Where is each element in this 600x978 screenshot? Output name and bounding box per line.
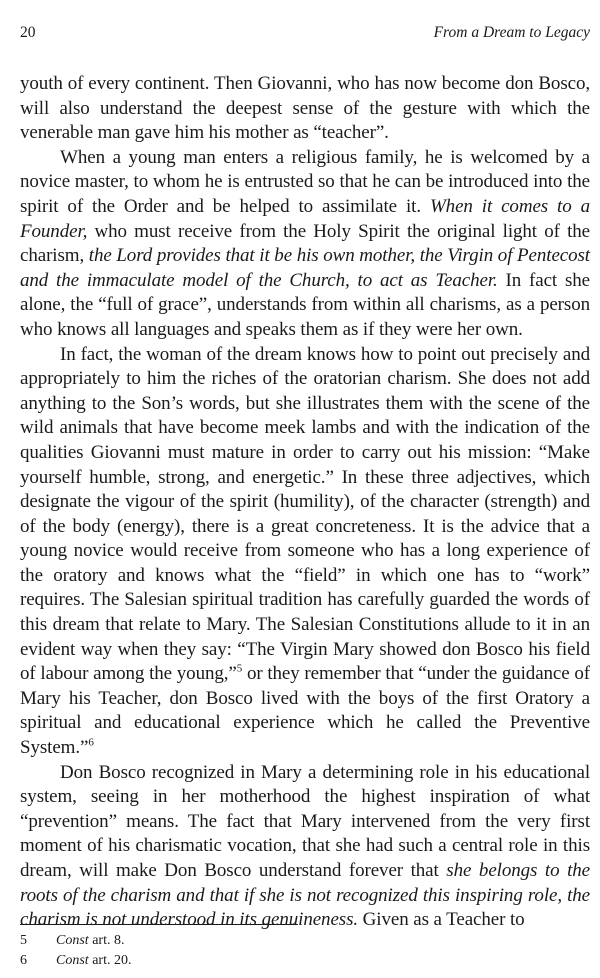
footnote [20, 951, 131, 971]
footnotes [20, 931, 131, 971]
paragraph [20, 72, 590, 146]
footnote-text [56, 931, 124, 951]
text-segment: Given as a Teacher to [358, 909, 525, 931]
text-segment: In fact she alone, the “full of grace”, understands from within all charisms, as a person who knows all languages and speaks them as if they were her own. [20, 269, 590, 340]
footnote-text [56, 951, 131, 971]
paragraph [20, 146, 590, 343]
footnote-source: Const [56, 933, 89, 948]
text-segment: who must receive from the Holy Spirit the original light of the charism, [20, 220, 590, 267]
emphasis-text: When it comes to a Founder, [20, 195, 590, 242]
text-segment: In fact, the woman of the dream knows how to point out precisely and appropriately to him the riches of the oratorian charism. She does not add anything to the Son’s words, but she illustrates them with the scene of the wild animals that have become meek lambs and with the indication of the qualities Giovanni must mature in order to carry out his mission: “Make yourself humble, strong, and energetic.” In these three adjectives, which designate the vigour of the spirit (humility), of the character (strength) and of the body (energy), there is a great concreteness. It is the advice that a young novice would receive from someone who has a long experience of the oratory and knows what the “field” in which one has to “work” requires. The Salesian spiritual tradition has carefully guarded the words of this dream that relate to Mary. The Salesian Constitutions allude to it in an evident way when they say: “The Virgin Mary showed don Bosco his field of labour among the young,” [20, 343, 590, 685]
running-title: From a Dream to Legacy [433, 24, 590, 41]
paragraph [20, 343, 590, 761]
text-segment: When a young man enters a religious family, he is welcomed by a novice master, to whom he is entrusted so that he can be introduced into the spirit of the Order and be helped to assimilate it. [20, 146, 590, 217]
page-number: 20 [20, 24, 36, 41]
footnote-citation: art. 20. [88, 953, 132, 968]
emphasis-text: she belongs to the roots of the charism and that if she is not recognized this inspiring role, the charism is not understood in its genuineness. [20, 860, 590, 931]
footnote-reference: 6 [88, 736, 94, 749]
body-text [20, 72, 590, 933]
footnote-number: 5 [20, 933, 27, 948]
page [20, 24, 590, 933]
footnote-citation: art. 8. [88, 933, 125, 948]
footnote [20, 931, 131, 951]
emphasis-text: the Lord provides that it be his own mother, the Virgin of Pentecost and the immaculate model of the Church, to act as Teacher. [20, 245, 590, 291]
footnote-reference: 5 [236, 662, 243, 675]
text-segment: Don Bosco recognized in Mary a determining role in his educational system, seeing in her motherhood the highest inspiration of what “prevention” means. The fact that Mary intervened from the very first moment of his charismatic vocation, that she had such a central role in this dream, will make Don Bosco understand forever that [20, 761, 590, 881]
footnote-source: Const [56, 953, 89, 968]
running-head [20, 24, 590, 46]
paragraph [20, 761, 590, 933]
footnote-divider [20, 924, 298, 925]
footnote-number: 6 [20, 953, 27, 968]
text-segment: youth of every continent. Then Giovanni, who has now become don Bosco, will also understand the deepest sense of the gesture with which the venerable man gave him his mother as “teacher”. [20, 73, 590, 144]
text-segment: or they remember that “under the guidance of Mary his Teacher, don Bosco lived with the boys of the first Oratory a spiritual and educational experience which he called the Preventive System.” [20, 663, 590, 759]
